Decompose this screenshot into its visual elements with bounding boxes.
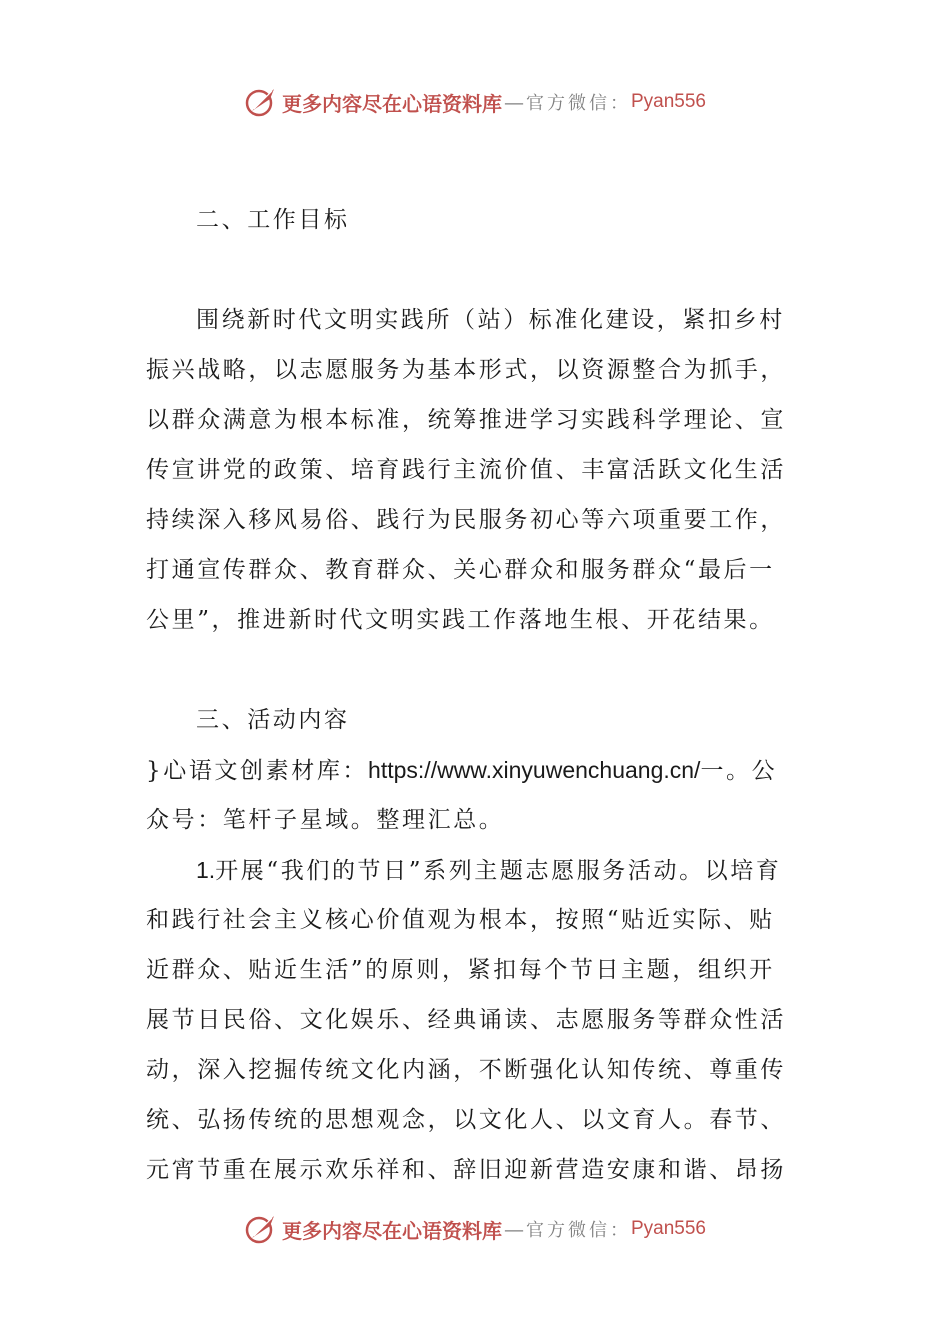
source-tail: 一。公 xyxy=(700,758,778,784)
paragraph-line: 以群众满意为根本标准，统筹推进学习实践科学理论、宣 xyxy=(146,407,786,433)
paragraph-line: 统、弘扬传统的思想观念，以文化人、以文育人。春节、 xyxy=(146,1107,786,1133)
paragraph-line: 打通宣传群众、教育群众、关心群众和服务群众“最后一 xyxy=(146,557,775,583)
quill-logo-icon xyxy=(244,1212,278,1246)
document-body xyxy=(146,195,806,1195)
source-url-link[interactable]: https://www.xinyuwenchuang.cn/ xyxy=(368,757,701,783)
banner-label: 官方微信： xyxy=(525,1220,631,1241)
banner-dash: — xyxy=(503,1217,524,1241)
source-line-2: 众号：笔杆子星域。整理汇总。 xyxy=(146,807,505,833)
header-banner xyxy=(0,82,950,122)
footer-banner xyxy=(0,1209,950,1249)
banner-wechat-id: Pyan556 xyxy=(630,91,706,112)
paragraph-line: 和践行社会主义核心价值观为根本，按照“贴近实际、贴 xyxy=(146,907,775,933)
paragraph-line: 围绕新时代文明实践所（站）标准化建设，紧扣乡村 xyxy=(196,307,785,333)
item-number: 1. xyxy=(196,857,216,883)
banner-brand: 更多内容尽在心语资料库 xyxy=(281,91,502,116)
section-heading-goals: 二、工作目标 xyxy=(196,207,350,233)
paragraph-line: 动，深入挖掘传统文化内涵，不断强化认知传统、尊重传 xyxy=(146,1057,786,1083)
banner-label: 官方微信： xyxy=(525,93,631,114)
paragraph-line: 近群众、贴近生活”的原则，紧扣每个节日主题，组织开 xyxy=(146,957,775,983)
paragraph-line: 展节日民俗、文化娱乐、经典诵读、志愿服务等群众性活 xyxy=(146,1007,786,1033)
banner-dash: — xyxy=(503,90,524,114)
quill-logo-icon xyxy=(244,85,278,119)
paragraph-line: 传宣讲党的政策、培育践行主流价值、丰富活跃文化生活 xyxy=(146,457,786,483)
source-line xyxy=(146,745,806,795)
section-heading-activities: 三、活动内容 xyxy=(196,707,350,733)
source-label: }心语文创素材库： xyxy=(146,758,369,784)
paragraph-line: 振兴战略，以志愿服务为基本形式，以资源整合为抓手， xyxy=(146,357,786,383)
paragraph-line: 持续深入移风易俗、践行为民服务初心等六项重要工作， xyxy=(146,507,786,533)
paragraph-line xyxy=(146,845,806,895)
paragraph-line: 元宵节重在展示欢乐祥和、辞旧迎新营造安康和谐、昂扬 xyxy=(146,1157,786,1183)
banner-wechat-id: Pyan556 xyxy=(630,1218,706,1239)
item-text: 开展“我们的节日”系列主题志愿服务活动。以培育 xyxy=(215,858,782,884)
banner-brand: 更多内容尽在心语资料库 xyxy=(281,1218,502,1243)
paragraph-line: 公里”，推进新时代文明实践工作落地生根、开花结果。 xyxy=(146,607,775,633)
